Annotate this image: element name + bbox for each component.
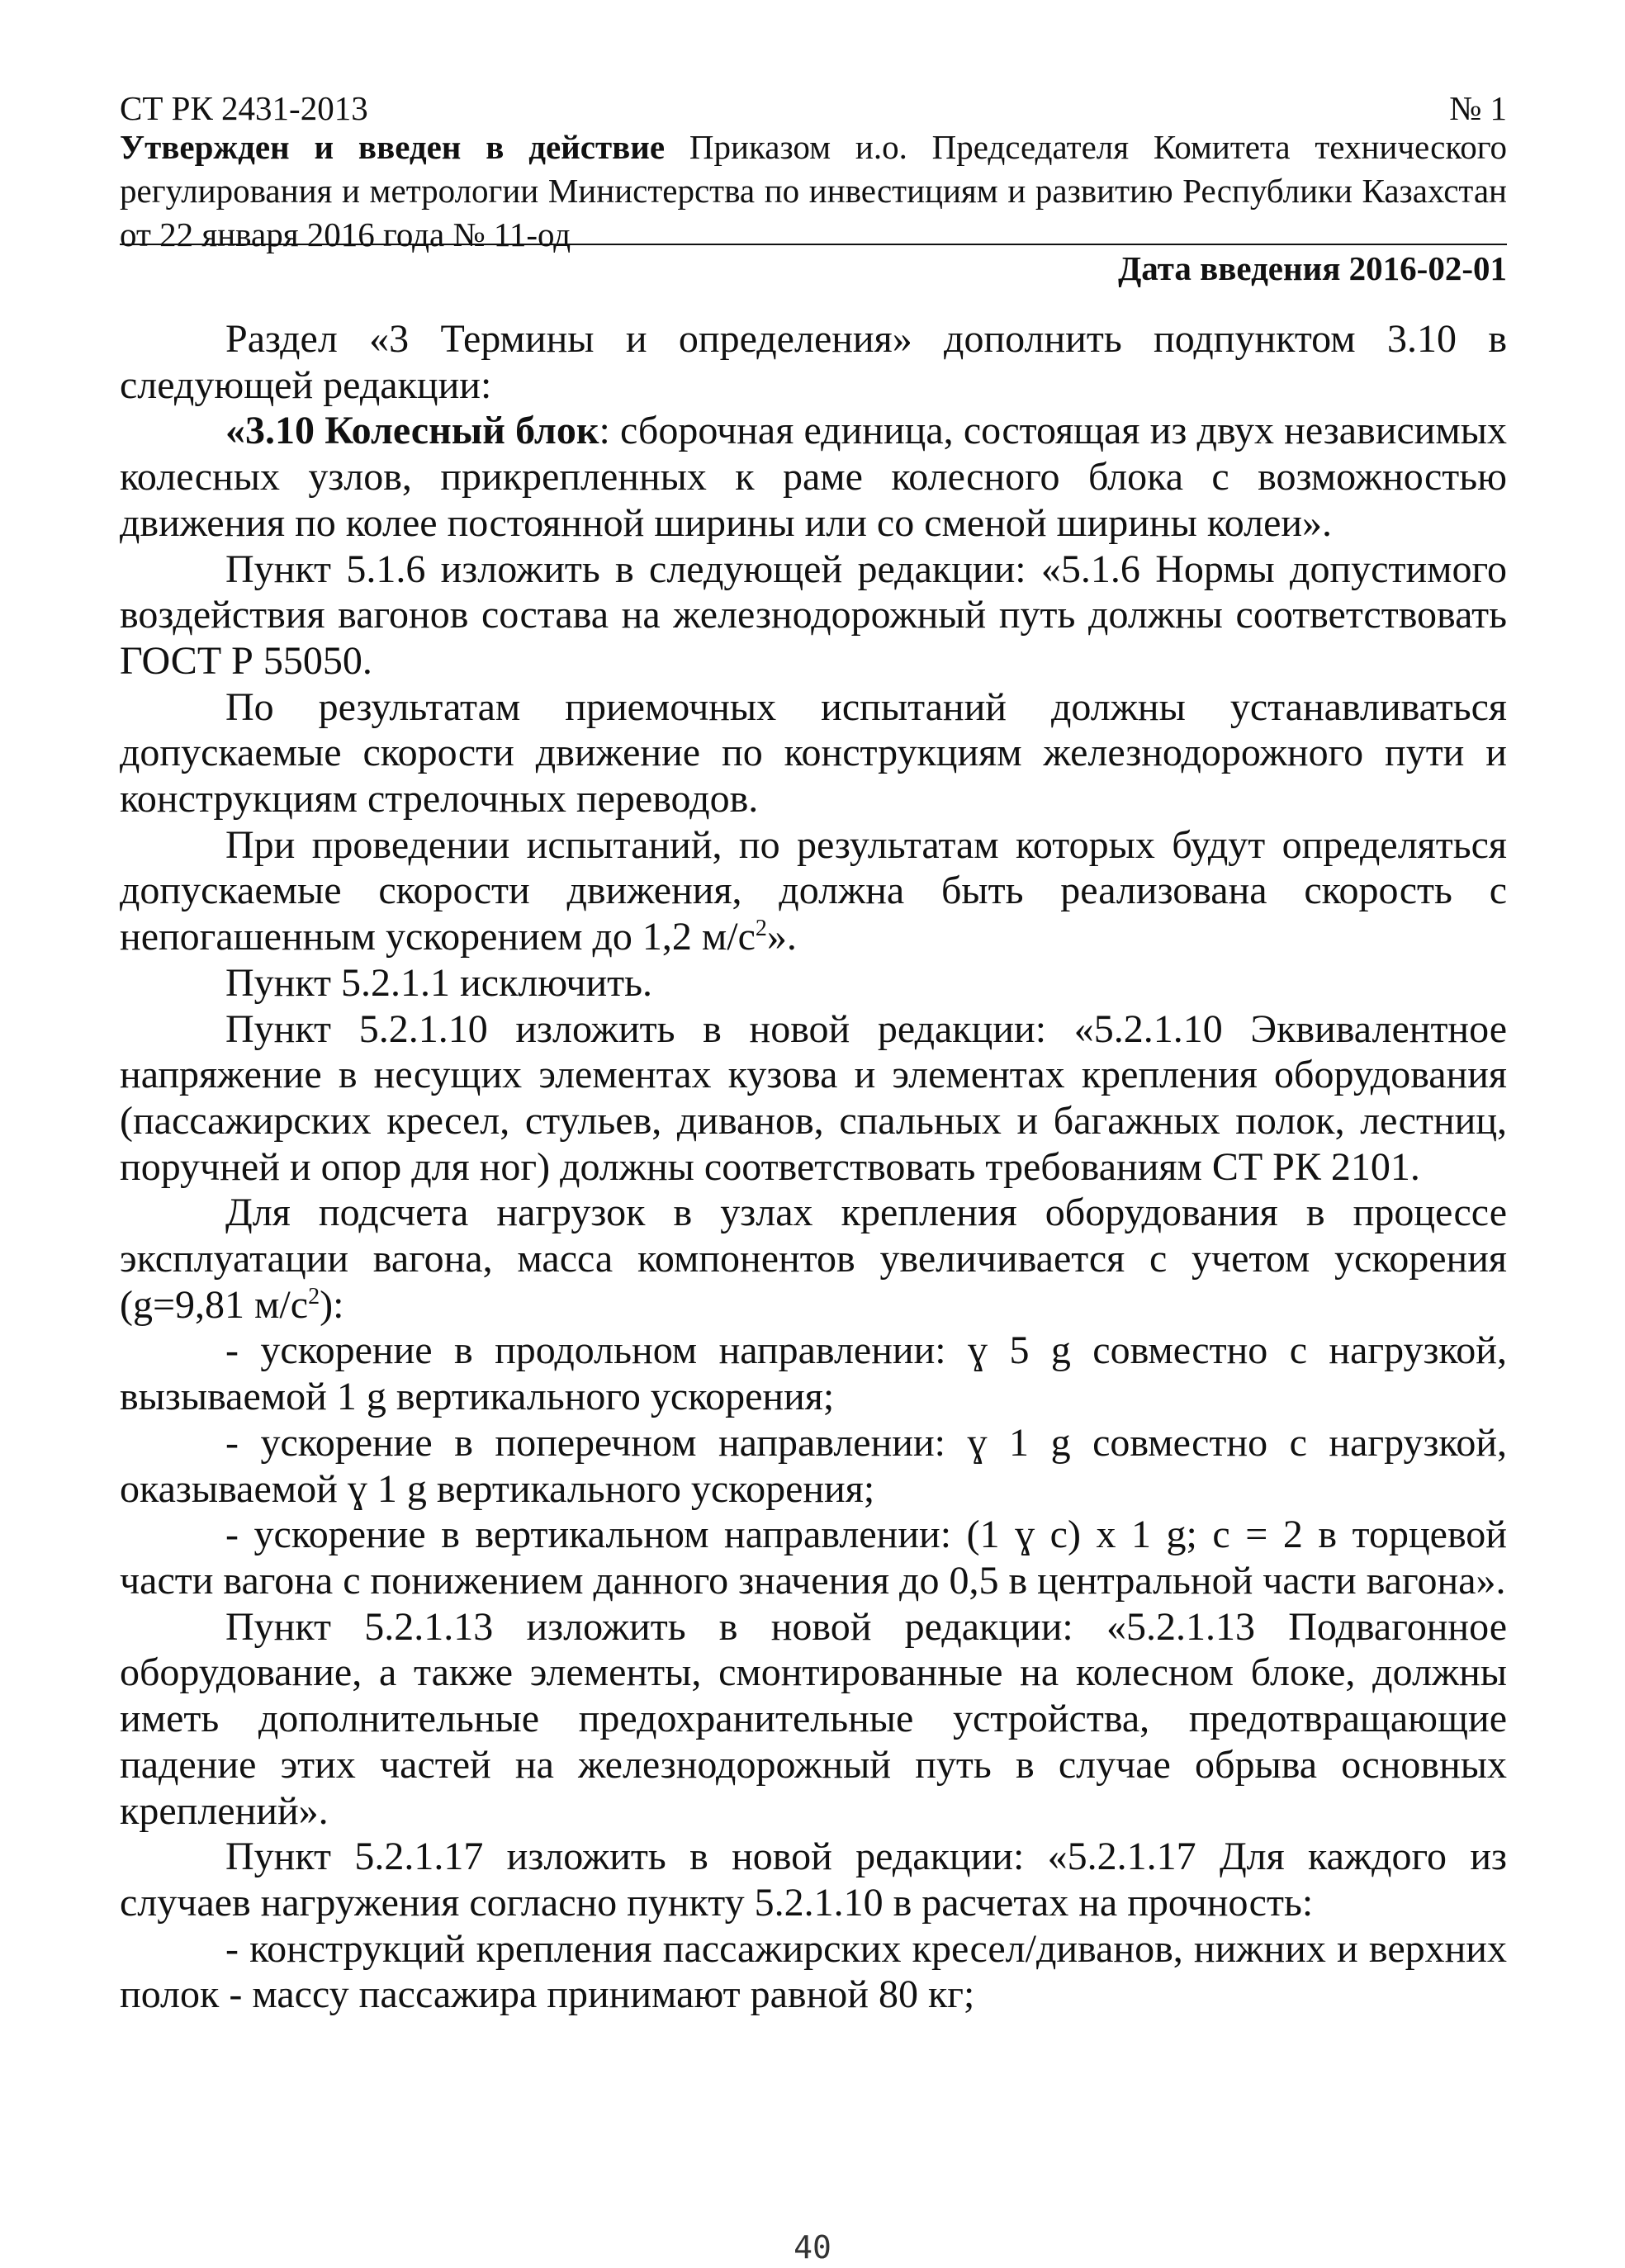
- approval-text: Приказом и.о. Председателя Комитета технического регулирования и метрологии Министерства по инвестициям и развитию Республики Казахстан от 22 января 2016 года № 11-од: [120, 128, 1508, 253]
- term-definition-heading: «3.10 Колесный блок: [225, 409, 599, 453]
- list-item: - конструкций крепления пассажирских кресел/диванов, нижних и верхних полок - массу пассажира принимают равной 80 кг;: [120, 1926, 1507, 2017]
- approval-statement: [120, 125, 1507, 257]
- list-item: - ускорение в вертикальном направлении: (1 ɣ с) х 1 g; с = 2 в торцевой части вагона с понижением данного значения до 0,5 в центральной части вагона».: [120, 1513, 1507, 1603]
- page-number: 40: [794, 2229, 831, 2266]
- paragraph: Пункт 5.1.6 изложить в следующей редакции: «5.1.6 Нормы допустимого воздействия вагонов состава на железнодорожный путь должны соответствовать ГОСТ Р 55050.: [120, 547, 1507, 683]
- amendment-number: № 1: [1449, 89, 1507, 127]
- standard-code: СТ РК 2431-2013: [120, 89, 368, 127]
- list-item: - ускорение в продольном направлении: ɣ 5 g совместно с нагрузкой, вызываемой 1 g вертикального ускорения;: [120, 1328, 1507, 1419]
- paragraph: Пункт 5.2.1.10 изложить в новой редакции: «5.2.1.10 Эквивалентное напряжение в несущих элементах кузова и элементах крепления оборудования (пассажирских кресел, стульев, диванов, спальных и багажных полок, лестниц, поручней и опор для ног) должны соответствовать требованиям СТ РК 2101.: [120, 1006, 1507, 1189]
- approval-lead: Утвержден и введен в действие: [120, 128, 666, 166]
- list-item: - ускорение в поперечном направлении: ɣ 1 g совместно с нагрузкой, оказываемой ɣ 1 g вертикального ускорения;: [120, 1420, 1507, 1511]
- paragraph: Для подсчета нагрузок в узлах крепления оборудования в процессе эксплуатации вагона, масса компонентов увеличивается с учетом ускорения (g=9,81 $м/с^2$):: [120, 1191, 1507, 1327]
- paragraph: Пункт 5.2.1.13 изложить в новой редакции: «5.2.1.13 Подвагонное оборудование, а также элементы, смонтированные на колесном блоке, должны иметь дополнительные предохранительные устройства, предотвращающие падение этих частей на железнодорожный путь в случае обрыва основных креплений».: [120, 1604, 1507, 1833]
- document-body: [120, 316, 1507, 2018]
- paragraph: Пункт 5.2.1.1 исключить.: [225, 960, 653, 1005]
- paragraph: При проведении испытаний, по результатам которых будут определяться допускаемые скорости движения, должна быть реализована скорость с непогашенным ускорением до 1,2 $м/с^2$».: [120, 822, 1507, 959]
- introduction-date: Дата введения 2016-02-01: [1118, 249, 1507, 287]
- paragraph: Раздел «3 Термины и определения» дополнить подпунктом 3.10 в следующей редакции:: [120, 317, 1507, 407]
- header-divider: [120, 244, 1507, 245]
- header-code-row: [120, 88, 1507, 129]
- paragraph: По результатам приемочных испытаний должны устанавливаться допускаемые скорости движение по конструкциям железнодорожного пути и конструкциям стрелочных переводов.: [120, 684, 1507, 821]
- paragraph: Пункт 5.2.1.17 изложить в новой редакции: «5.2.1.17 Для каждого из случаев нагружения согласно пункту 5.2.1.10 в расчетах на прочность:: [120, 1835, 1507, 1925]
- paragraph: «3.10 Колесный блок: сборочная единица, состоящая из двух независимых колесных узлов, прикрепленных к раме колесного блока с возможностью движения по колее постоянной ширины или со сменой ширины колеи».: [120, 409, 1507, 545]
